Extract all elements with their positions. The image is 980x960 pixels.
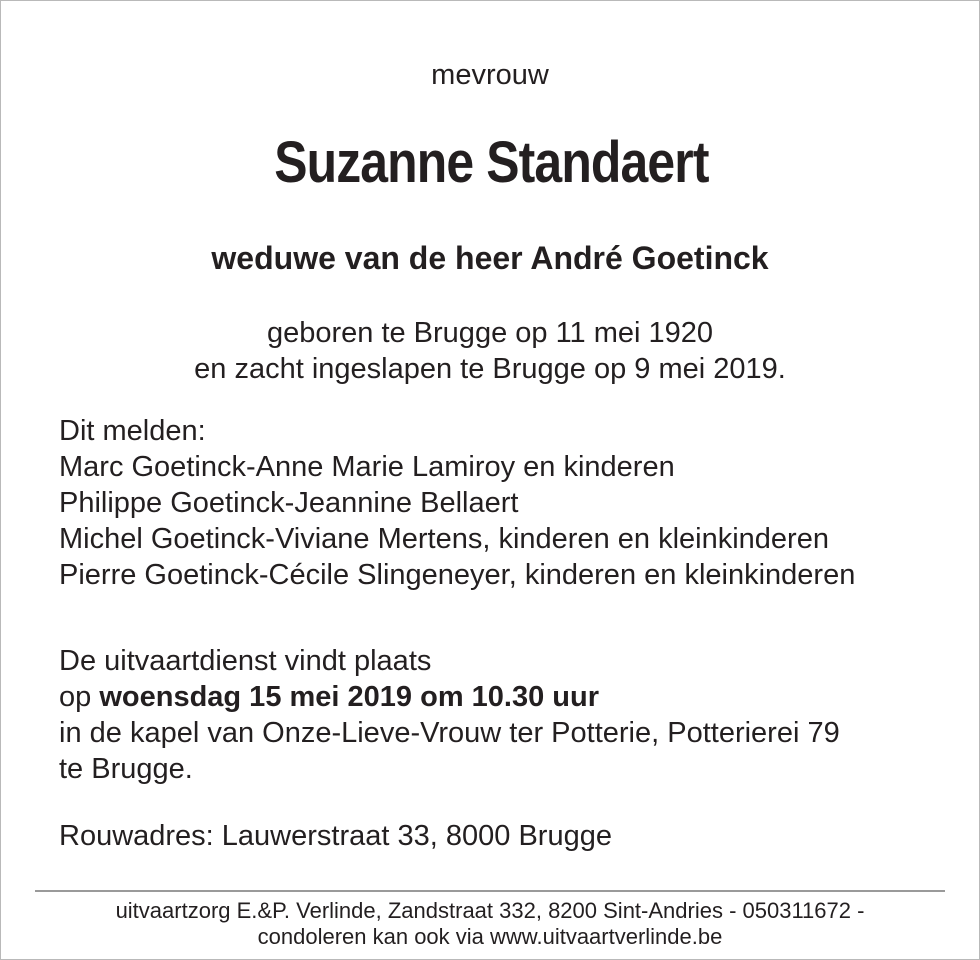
service-date-line xyxy=(59,679,840,715)
death-line: en zacht ingeslapen te Brugge op 9 mei 2019. xyxy=(194,353,786,385)
announcers-block xyxy=(59,413,855,593)
service-block xyxy=(59,643,840,787)
announcer-line: Pierre Goetinck-Cécile Slingeneyer, kinderen en kleinkinderen xyxy=(59,559,856,591)
condolence-info: condoleren kan ook via www.uitvaartverlinde.be xyxy=(257,924,723,949)
birth-line: geboren te Brugge op 11 mei 1920 xyxy=(266,317,714,349)
service-intro: De uitvaartdienst vindt plaats xyxy=(59,645,432,677)
deceased-name: Suzanne Standaert xyxy=(274,130,709,195)
service-location: in de kapel van Onze-Lieve-Vrouw ter Potterie, Potterierei 79 xyxy=(59,717,840,749)
funeral-home-info: uitvaartzorg E.&P. Verlinde, Zandstraat 332, 8200 Sint-Andries - 050311672 - xyxy=(115,898,865,923)
notice-title: mevrouw xyxy=(431,59,549,91)
announcer-line: Michel Goetinck-Viviane Mertens, kinderen en kleinkinderen xyxy=(59,523,829,555)
mourning-address: Rouwadres: Lauwerstraat 33, 8000 Brugge xyxy=(59,820,612,852)
announcer-line: Marc Goetinck-Anne Marie Lamiroy en kinderen xyxy=(59,451,675,483)
service-city: te Brugge. xyxy=(59,753,193,785)
spouse-line: weduwe van de heer André Goetinck xyxy=(211,240,769,276)
service-date: woensdag 15 mei 2019 om 10.30 uur xyxy=(99,681,599,713)
service-date-prefix: op xyxy=(59,681,100,713)
footer-divider xyxy=(35,890,945,892)
announcers-intro: Dit melden: xyxy=(59,415,206,447)
announcer-line: Philippe Goetinck-Jeannine Bellaert xyxy=(59,487,519,519)
